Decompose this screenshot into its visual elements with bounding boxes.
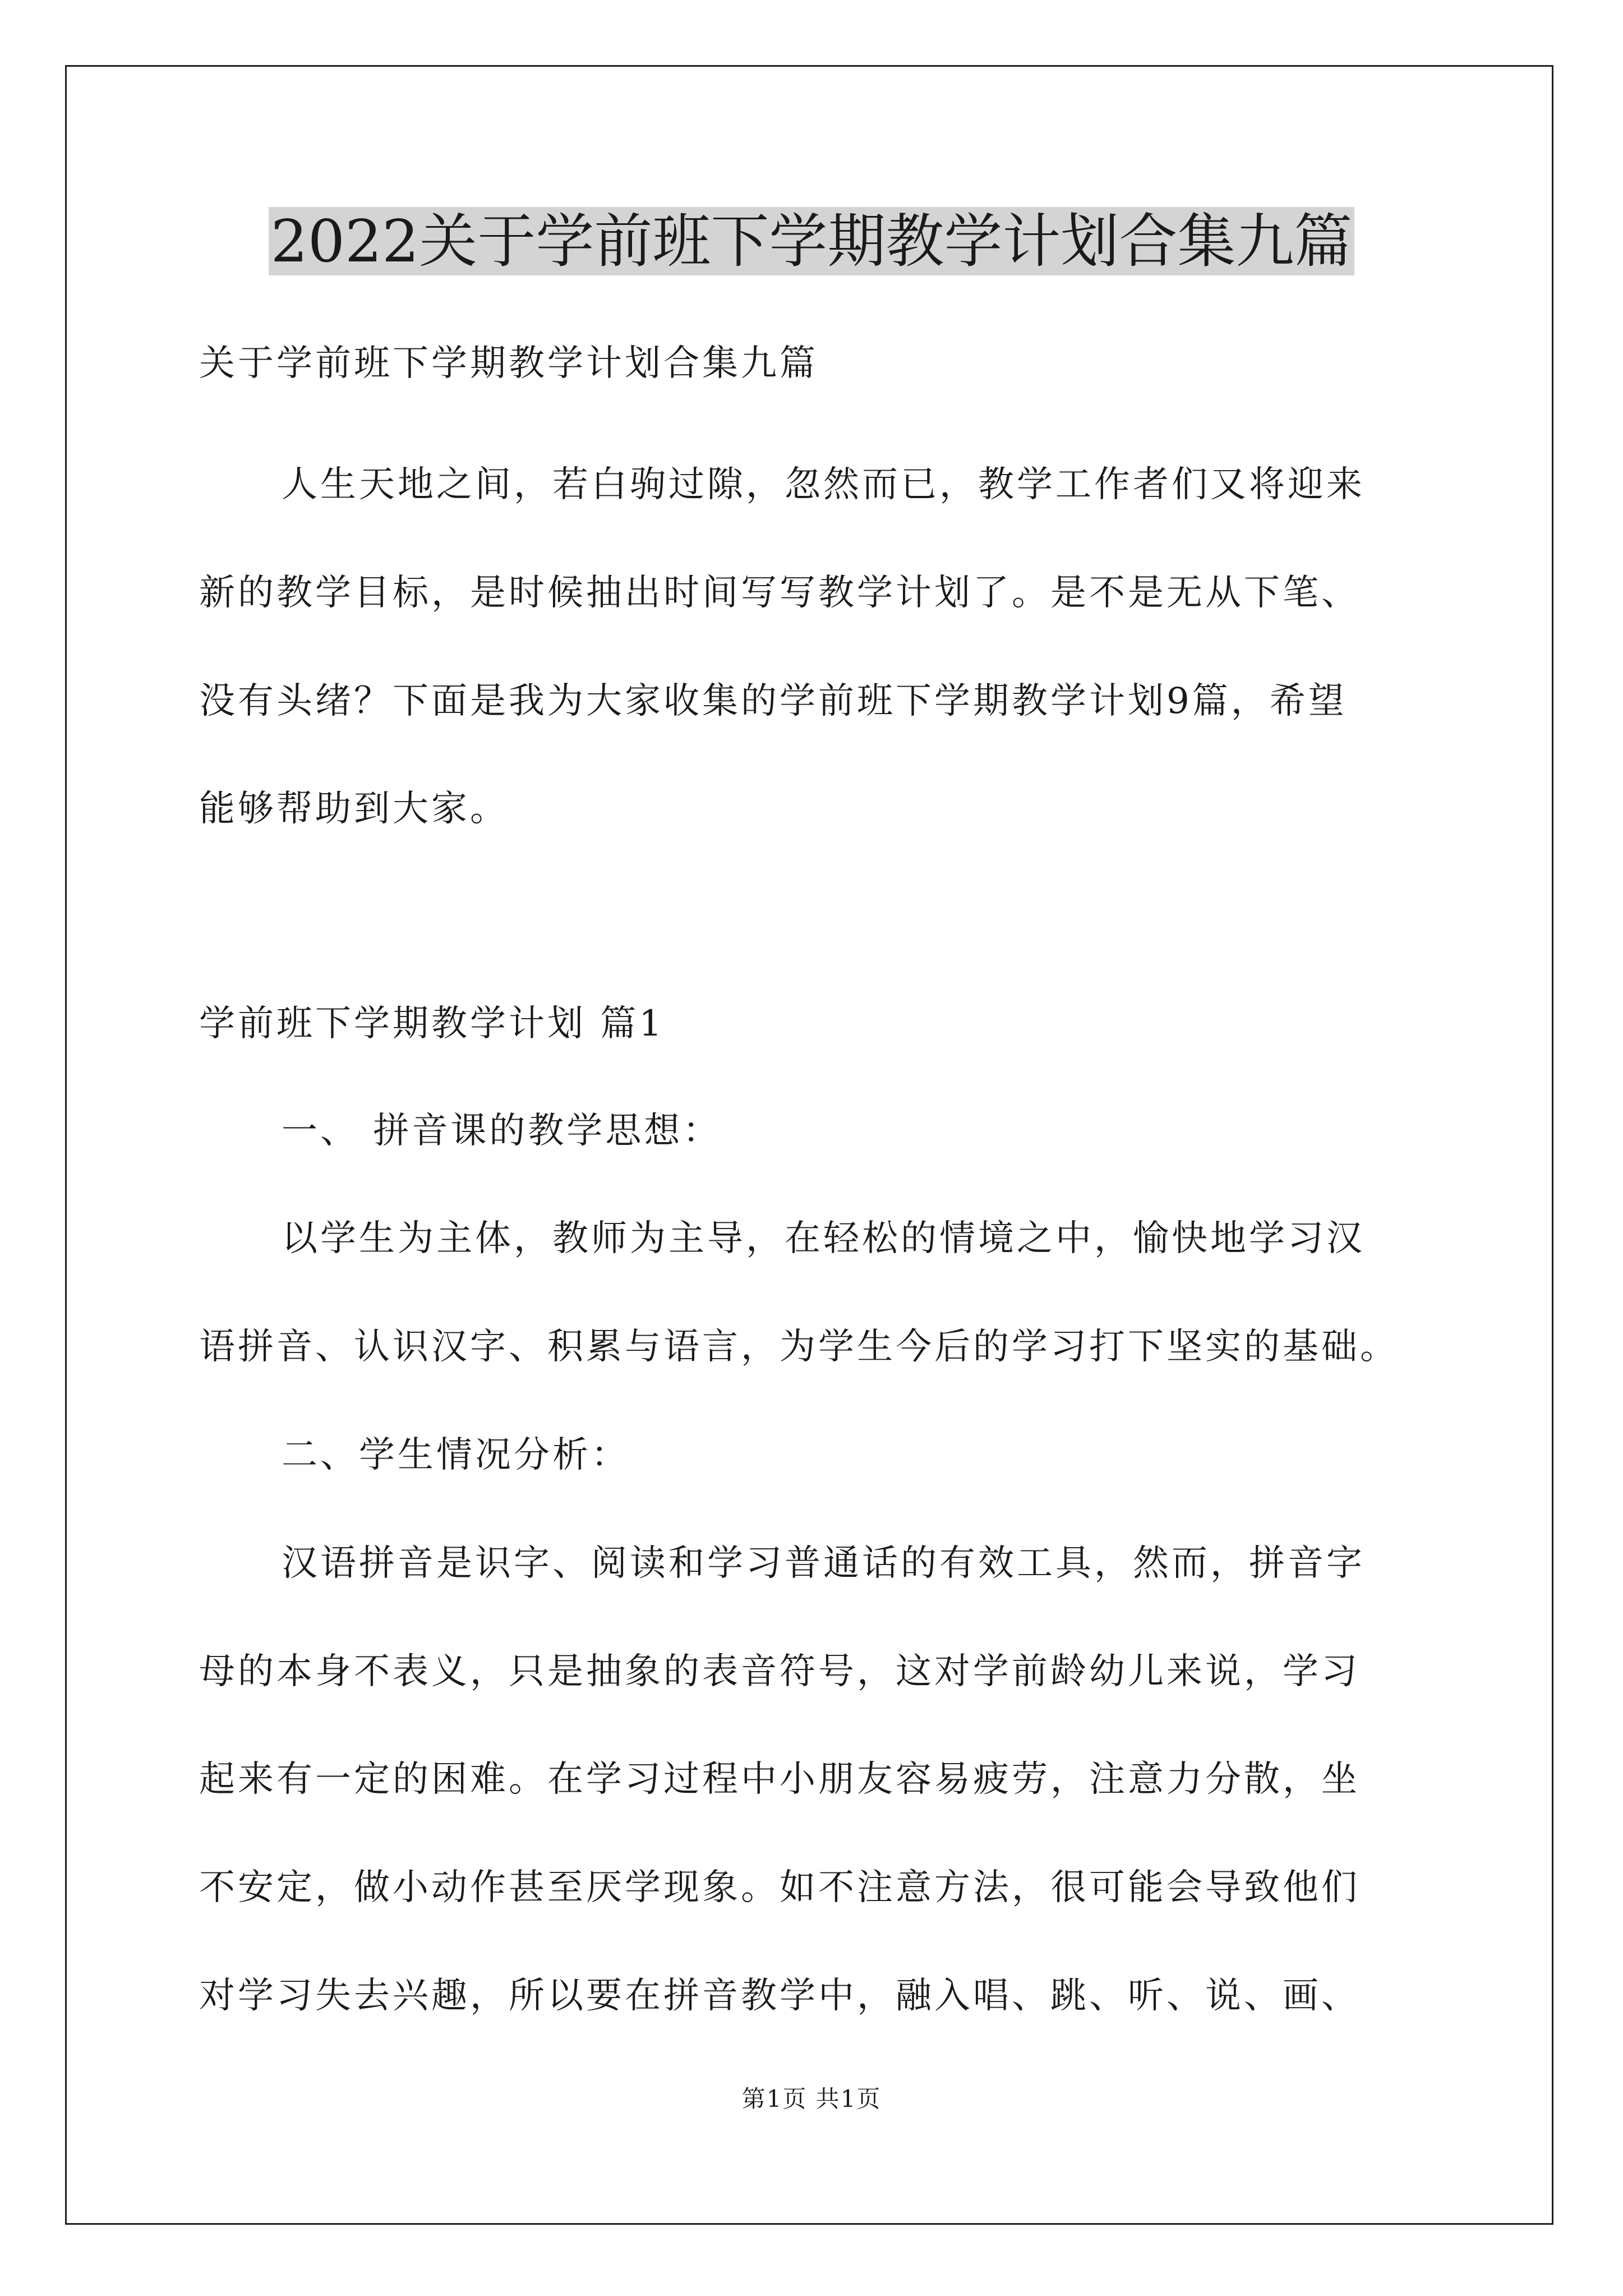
paragraph-line: 汉语拼音是识字、阅读和学习普通话的有效工具，然而，拼音字 bbox=[282, 1543, 1365, 1584]
document-title bbox=[0, 199, 1623, 283]
intro-line: 人生天地之间，若白驹过隙，忽然而已，教学工作者们又将迎来 bbox=[282, 464, 1365, 505]
paragraph-line: 对学习失去兴趣，所以要在拼音教学中，融入唱、跳、听、说、画、 bbox=[199, 1975, 1360, 2017]
document-subtitle: 关于学前班下学期教学计划合集九篇 bbox=[199, 343, 818, 384]
paragraph-line: 以学生为主体，教师为主导，在轻松的情境之中，愉快地学习汉 bbox=[282, 1218, 1365, 1259]
document-title-text: 2022关于学前班下学期教学计划合集九篇 bbox=[269, 207, 1355, 275]
intro-line: 能够帮助到大家。 bbox=[199, 788, 509, 830]
heading-teaching-philosophy: 一、 拼音课的教学思想： bbox=[282, 1110, 722, 1152]
paragraph-line: 不安定，做小动作甚至厌学现象。如不注意方法，很可能会导致他们 bbox=[199, 1867, 1360, 1908]
heading-student-analysis: 二、学生情况分析： bbox=[282, 1434, 630, 1476]
intro-line: 没有头绪？下面是我为大家收集的学前班下学期教学计划9篇，希望 bbox=[199, 680, 1347, 722]
page-footer: 第1页 共1页 bbox=[741, 2085, 882, 2113]
paragraph-line: 语拼音、认识汉字、积累与语言，为学生今后的学习打下坚实的基础。 bbox=[199, 1326, 1399, 1368]
intro-line: 新的教学目标，是时候抽出时间写写教学计划了。是不是无从下笔、 bbox=[199, 572, 1360, 614]
section-heading: 学前班下学期教学计划 篇1 bbox=[199, 1003, 665, 1045]
paragraph-line: 起来有一定的困难。在学习过程中小朋友容易疲劳，注意力分散，坐 bbox=[199, 1759, 1360, 1800]
paragraph-line: 母的本身不表义，只是抽象的表音符号，这对学前龄幼儿来说，学习 bbox=[199, 1651, 1360, 1692]
